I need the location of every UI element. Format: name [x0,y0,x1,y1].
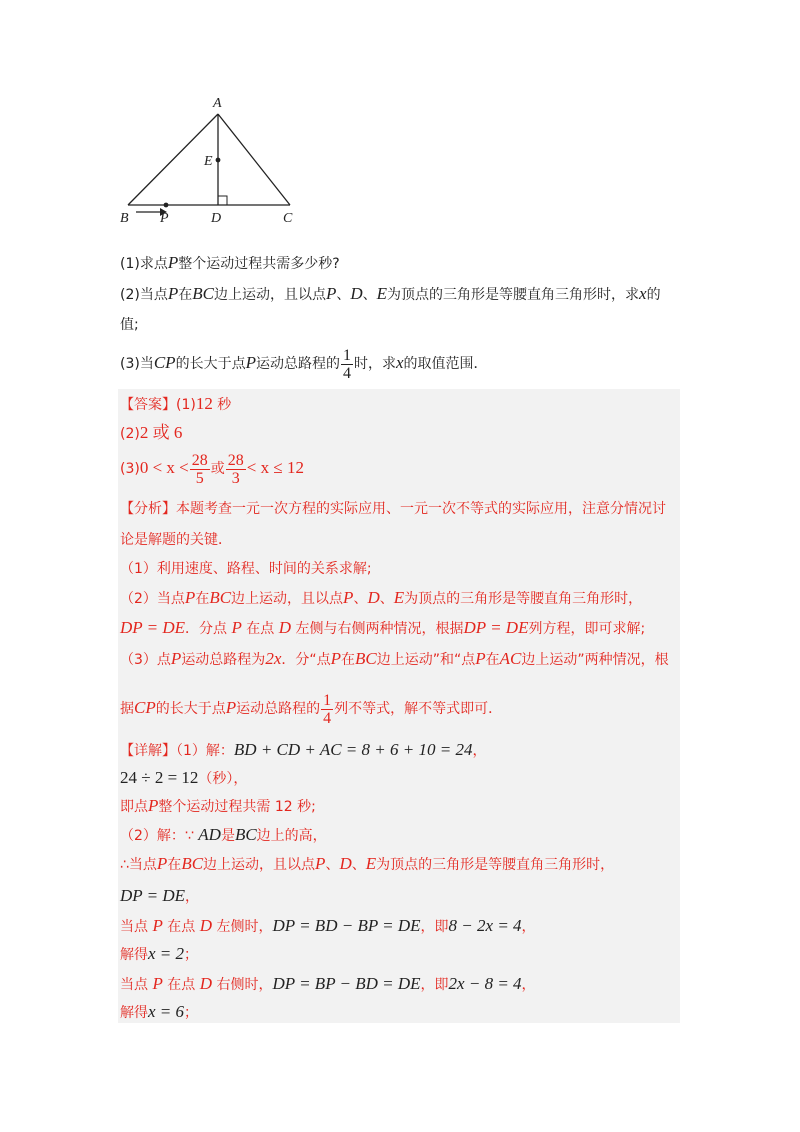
question-2-line-2: 值; [120,317,139,333]
label-p: P [160,211,169,226]
side-ac [218,114,290,205]
label-b: B [120,211,129,226]
analysis-point-3-line-2: 据CP的长大于点P运动总路程的 $\frac{1}{4}$ 列不等式，解不等式即可． [120,691,503,727]
detail-line-6: DP = DE， [120,886,199,905]
question-3: (3)当CP的长大于点P运动总路程的 $\frac{1}{4}$ 时，求x的取值范围． [120,346,488,382]
question-2-line-1: (2)当点P在BC边上运动，且以点P、D、E为顶点的三角形是等腰直角三角形时，求x的 [120,284,661,303]
detail-line-8: 解得x = 2； [120,944,199,963]
answer-line-2: (2)2 或 6 [120,423,183,442]
analysis-point-2-line-2: DP = DE．分点 P 在点 D 左侧与右侧两种情况，根据DP = DE列方程，即可求解; [120,618,646,637]
detail-line-4: （2）解：∵ AD是BC边上的高， [120,825,327,844]
analysis-point-2-line-1: （2）当点P在BC边上运动，且以点P、D、E为顶点的三角形是等腰直角三角形时， [120,588,643,607]
label-a: A [213,96,222,111]
detail-line-3: 即点P整个运动过程共需 12 秒; [120,796,316,815]
analysis-point-1: （1）利用速度、路程、时间的关系求解; [120,561,372,577]
triangle-figure [110,92,310,232]
point-e-dot [216,158,221,163]
analysis-line-1: 【分析】本题考查一元一次方程的实际应用、一元一次不等式的实际应用，注意分情况讨 [120,501,666,517]
point-p-dot [164,203,169,208]
question-1: (1)求点P整个运动过程共需多少秒? [120,253,340,272]
answer-line-1: 【答案】(1)12 秒 [120,394,232,413]
detail-line-7: 当点 P 在点 D 左侧时，DP = BD − BP = DE，即8 − 2x = 4， [120,916,536,935]
detail-line-9: 当点 P 在点 D 右侧时，DP = BP − BD = DE，即2x − 8 = 4， [120,974,536,993]
label-d: D [211,211,222,226]
detail-line-1: 【详解】（1）解：BD + CD + AC = 8 + 6 + 10 = 24， [120,740,487,759]
analysis-line-2: 论是解题的关键． [120,532,232,548]
detail-line-10: 解得x = 6； [120,1002,199,1021]
analysis-point-3-line-1: （3）点P运动总路程为2x．分“点P在BC边上运动”和“点P在AC边上运动”两种情况，根 [120,649,669,668]
label-c: C [283,211,293,226]
right-angle-mark [218,196,227,205]
answer-line-3: (3)0 < x < $\frac{28}{5}$ 或 $\frac{28}{3}$ < x ≤ 12 [120,451,304,487]
detail-line-5: ∴当点P在BC边上运动，且以点P、D、E为顶点的三角形是等腰直角三角形时， [120,854,615,873]
label-e: E [204,154,213,169]
fraction-one-quarter: $\frac{1}{4}$ [342,346,351,382]
detail-line-2: 24 ÷ 2 = 12（秒）， [120,768,248,787]
